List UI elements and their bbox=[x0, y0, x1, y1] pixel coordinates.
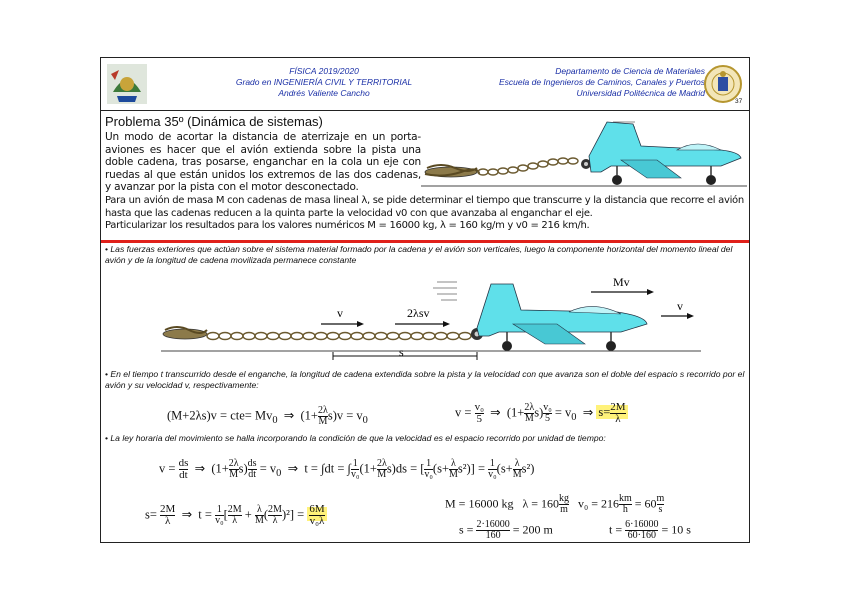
course-title: FÍSICA 2019/2020 bbox=[289, 66, 359, 76]
solution-bullet-1: • Las fuerzas exteriores que actúan sobre el sistema material formado por la cadena y el avión son verticales, luego la componente horizontal del momento lineal del avión y de la longitud de cadena movilizada permanece constante bbox=[105, 244, 733, 265]
chain-links bbox=[478, 158, 578, 175]
distance-label: s bbox=[399, 345, 404, 359]
motion-law-equation: v = $\frac{ds}{dt}$ ⇒ (1+ $\frac{2\lambda}{M}$ s) $\frac{ds}{dt}$ = $v_0$ ⇒ t = ∫dt = ∫ $\frac{1}{\text{v₀}}$ (1+ $\frac{2\lambda}{M}$ s)ds = [ $\frac{1}{\text{v₀}}$ (s+ $\frac{\lambda}{M}$ s²)] = $\frac{1}{\text{v₀}}$ (s+ $\frac{\lambda}{M}$ s²) bbox=[159, 457, 535, 481]
speed-lines-2 bbox=[433, 282, 457, 300]
university-crest-left-icon bbox=[105, 62, 149, 106]
velocity-label-v: v bbox=[337, 306, 343, 320]
numeric-values-line: M = 16000 kg λ = 160 $\frac{kg}{m}$ v₀ = 216 $\frac{km}{h}$ = 60 $\frac{m}{s}$ bbox=[445, 493, 665, 515]
problem-question: Para un avión de masa M con cadenas de masa lineal λ, se pide determinar el tiempo que transcurre y la distancia que recorre el avión hasta que las cadenas reducen a la quinta parte la velocidad v0 con que avanzaba al enganchar el eje. bbox=[105, 195, 744, 219]
problem-statement-2 bbox=[105, 195, 747, 233]
section-divider bbox=[101, 240, 749, 243]
time-numeric-result: t = $\frac{6\cdot 16000}{60\cdot 160}$ = 10 s bbox=[609, 519, 691, 541]
problem-title: Problema 35º (Dinámica de sistemas) bbox=[105, 114, 323, 129]
page-number: 37 bbox=[735, 98, 743, 105]
chain-momentum-label: 2λsv bbox=[407, 306, 430, 320]
problem-numeric-values: Particularizar los resultados para los valores numéricos M = 16000 kg, λ = 160 kg/m y v0 = 216 km/h. bbox=[105, 220, 590, 232]
problem-statement-1: Un modo de acortar la distancia de aterrizaje en un porta-aviones es hacer que el avión extienda sobre la pista una doble cadena, tras posarse, enganchar en la cola un eje con ruedas al que están unidos los extremos de las dos cadenas, y avanzar por la pista con el motor desconectado. bbox=[105, 131, 421, 194]
school-name: Escuela de Ingenieros de Caminos, Canales y Puertos bbox=[498, 77, 705, 87]
time-result-equation: s= $\frac{2M}{\lambda}$ ⇒ t = $\frac{1}{\text{v₀}}$ [ $\frac{2M}{\lambda}$ + $\frac{\lambda}{M}$ ( $\frac{2M}{\lambda}$ )²] = $\frac{6M}{\text{v₀λ}}$ bbox=[145, 503, 325, 527]
plane-icon bbox=[589, 122, 741, 185]
chain-plane-diagram bbox=[161, 272, 701, 362]
institution-info bbox=[475, 66, 705, 99]
velocity-arrow-v bbox=[321, 321, 364, 327]
chain-momentum-arrow bbox=[395, 321, 450, 327]
plane-velocity-arrow bbox=[661, 313, 694, 319]
chain-links-2 bbox=[207, 333, 471, 340]
plane-icon-2 bbox=[477, 284, 647, 351]
course-info bbox=[219, 66, 429, 99]
time-result-highlight: $\frac{6M}{\text{v₀λ}}$ bbox=[309, 503, 325, 527]
chain-pile-icon-2 bbox=[163, 327, 207, 339]
distance-numeric-result: s = $\frac{2\cdot 16000}{160}$ = 200 m bbox=[459, 519, 553, 541]
page-header bbox=[101, 58, 749, 111]
solution-bullet-2: • En el tiempo t transcurrido desde el enganche, la longitud de cadena extendida sobre la pista y la velocidad con que avanza son el doble del espacio s recorrido por el avión y su velocidad v, respectivamente: bbox=[105, 369, 745, 390]
department-name: Departamento de Ciencia de Materiales bbox=[555, 66, 705, 76]
velocity-condition-equation: v = $\frac{\text{v₀}}{5}$ ⇒ (1+ $\frac{2\lambda}{M}$ s) $\frac{\text{v₀}}{5}$ = $v_0$ ⇒ s= $\frac{2M}{\lambda}$ bbox=[455, 401, 626, 425]
momentum-conservation-equation: $(M+2\lambda s)v = cte= Mv_0$ ⇒ (1+ $\frac{2\lambda}{M}$ $s)v = v_0$ bbox=[167, 405, 368, 427]
author-name: Andrés Valiente Cancho bbox=[278, 88, 370, 98]
plane-momentum-label: Mv bbox=[613, 275, 630, 289]
plane-momentum-arrow bbox=[591, 289, 654, 295]
plane-velocity-label: v bbox=[677, 299, 683, 313]
degree-name: Grado en INGENIERÍA CIVIL Y TERRITORIAL bbox=[235, 77, 413, 87]
slide-frame bbox=[100, 57, 750, 543]
solution-bullet-3: • La ley horaria del movimiento se halla incorporando la condición de que la velocidad es el espacio recorrido por unidad de tiempo: bbox=[105, 433, 606, 443]
chain-pile-icon bbox=[423, 165, 479, 192]
distance-result-highlight: s= $\frac{2M}{\lambda}$ bbox=[598, 401, 626, 425]
distance-indicator bbox=[333, 352, 477, 360]
plane-with-chain-figure bbox=[421, 116, 747, 192]
university-name: Universidad Politécnica de Madrid bbox=[576, 88, 705, 98]
